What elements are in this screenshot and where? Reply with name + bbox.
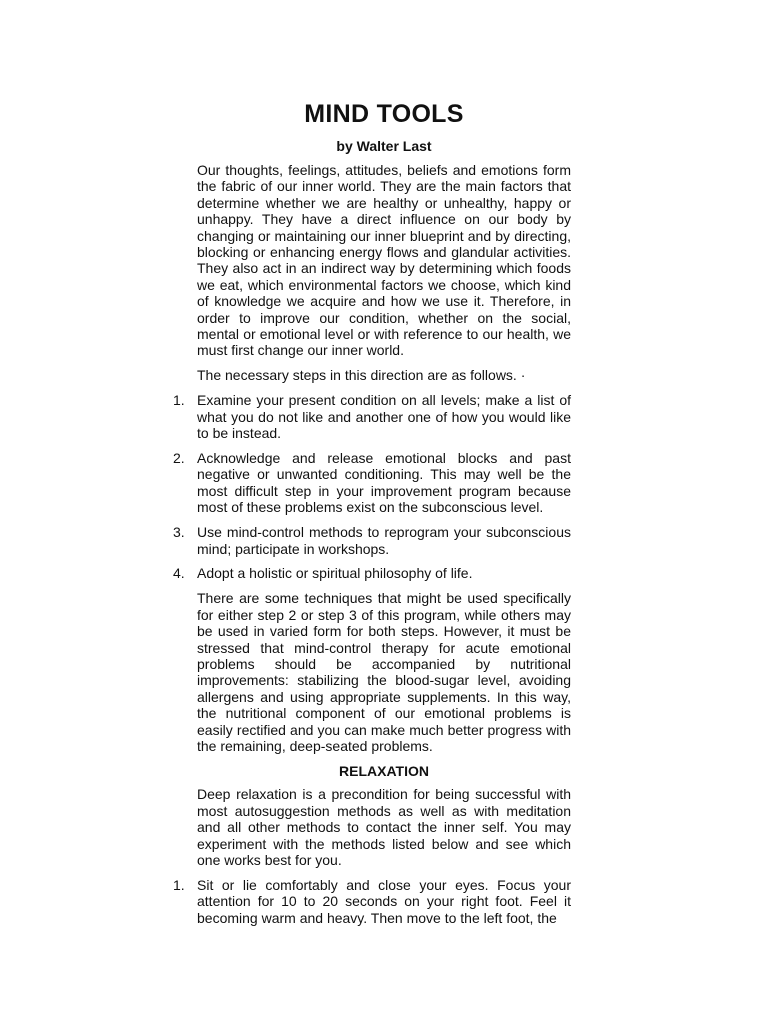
intro-paragraph: Our thoughts, feelings, attitudes, beliefs and emotions form the fabric of our inner world. They are the main factors that determine whether we are healthy or unhealthy, happy or unhappy. They have a direct influence on our body by changing or maintaining our inner blueprint and by directing, blocking or enhancing energy flows and glandular activities. They also act in an indirect way by determining which foods we eat, which environmental factors we choose, which kind of knowledge we acquire and how we use it. Therefore, in order to improve our condition, whether on the social, mental or emotional level or with reference to our health, we must first change our inner world. xyxy=(197,162,571,359)
list-item-text: Use mind-control methods to reprogram your subconscious mind; participate in workshops. xyxy=(197,524,571,557)
list-item-number: 3. xyxy=(173,524,185,541)
techniques-paragraph: There are some techniques that might be used specifically for either step 2 or step 3 of this program, while others may be used in varied form for both steps. However, it must be stressed that mind-control therapy for acute emotional problems should be accompanied by nutritional improvements: stabilizing the blood-sugar level, avoiding allergens and using appropriate supplements. In this way, the nutritional component of our emotional problems is easily rectified and you can make much better progress with the remaining, deep-seated problems. xyxy=(197,590,571,754)
list-item xyxy=(173,524,571,557)
list-item xyxy=(173,565,571,582)
list-item-number: 4. xyxy=(173,565,185,582)
section-heading-relaxation: RELAXATION xyxy=(339,762,429,779)
list-item-number: 2. xyxy=(173,450,185,466)
steps-list xyxy=(173,392,571,582)
list-item xyxy=(173,876,571,926)
author-byline: by Walter Last xyxy=(336,138,432,154)
steps-intro-paragraph: The necessary steps in this direction are as follows. · xyxy=(197,367,526,384)
list-item-text: Examine your present condition on all levels; make a list of what you do not like and another one of how you would like to be instead. xyxy=(197,392,571,442)
list-item xyxy=(173,450,571,516)
document-body xyxy=(173,162,571,935)
relaxation-steps-list xyxy=(173,876,571,926)
list-item-text: Sit or lie comfortably and close your eyes. Focus your attention for 10 to 20 seconds on your right foot. Feel it becoming warm and heavy. Then move to the left foot, the xyxy=(197,876,571,926)
relaxation-intro-paragraph: Deep relaxation is a precondition for being successful with most autosuggestion methods as well as with meditation and all other methods to contact the inner self. You may experiment with the methods listed below and see which one works best for you. xyxy=(197,786,571,868)
document-title: MIND TOOLS xyxy=(304,100,464,128)
list-item-text: Adopt a holistic or spiritual philosophy of life. xyxy=(197,565,473,582)
list-item-number: 1. xyxy=(173,876,185,893)
list-item-number: 1. xyxy=(173,392,185,409)
list-item-text: Acknowledge and release emotional blocks and past negative or unwanted conditioning. This may well be the most difficult step in your improvement program because most of these problems exist on the subconscious level. xyxy=(197,450,571,516)
list-item xyxy=(173,392,571,442)
